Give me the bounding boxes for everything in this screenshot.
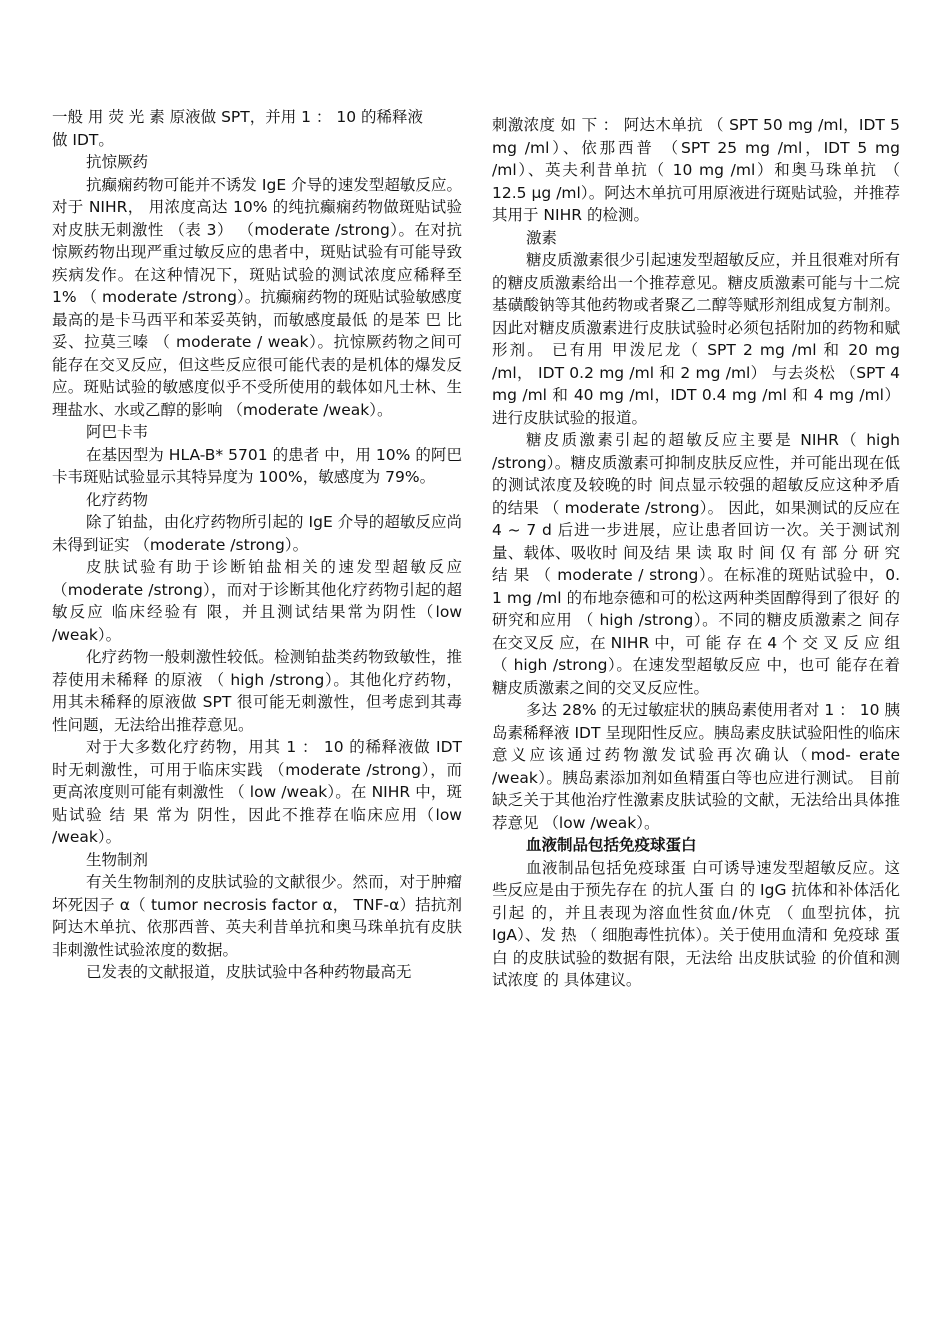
section-heading: 血液制品包括免疫球蛋白 — [526, 836, 697, 854]
paragraph: 抗癫痫药物可能并不诱发 IgE 介导的速发型超敏反应。对于 NIHR， 用浓度高达 10% 的纯抗癫痫药物做斑贴试验对皮肤无刺激性 （表 3） （moderate /strong）。在对抗惊厥药物出现严重过敏反应的患者中，斑贴试验有可能导致疾病发作。在这种情况下，斑贴试验的测试浓度应稀释至 1% （ moderate /strong）。抗癫痫药物的斑贴试验敏感度最高的是卡马西平和苯妥英钠，而敏感度最低 的是苯 巴 比妥、拉莫三嗪 （ moderate / weak）。抗惊厥药物之间可能存在交叉反应，但这些反应很可能代表的是机体的爆发反应。斑贴试验的敏感度似乎不受所使用的载体如凡士林、生理盐水、水或乙醇的影响 （moderate /weak）。 — [52, 175, 462, 419]
section-heading: 激素 — [526, 228, 558, 247]
paragraph: 已发表的文献报道，皮肤试验中各种药物最高无 — [86, 963, 412, 981]
paragraph: 做 IDT。 — [52, 130, 114, 149]
section-heading: 阿巴卡韦 — [86, 423, 149, 441]
paragraph: 化疗药物一般刺激性较低。检测铂盐类药物致敏性，推荐使用未稀释 的原液 （ high /strong）。其他化疗药物，用其未稀释的原液做 SPT 很可能无刺激性，但考虑到其毒性问题，无法给出推荐意见。 — [52, 648, 462, 734]
section-heading: 抗惊厥药 — [86, 153, 149, 171]
paragraph: 对于大多数化疗药物，用其 1 ： 10 的稀释液做 IDT 时无刺激性，可用于临床实践 （moderate /strong），而更高浓度则可能有刺激性 （ low /weak）。在 NIHR 中，斑贴试验 结 果 常为 阴性，因此不推荐在临床应用（low /weak）。 — [52, 738, 462, 846]
paragraph: 刺激浓度 如 下 ： 阿达木单抗 （ SPT 50 mg /ml，IDT 5 mg /ml）、依那西普 （SPT 25 mg /ml，IDT 5 mg /ml）、英夫利昔单抗（ 10 mg /ml）和奥马珠单抗 （ 12.5 μg /ml）。阿达木单抗可用原液进行斑贴试验，并推荐其用于 NIHR 的检测。 — [492, 116, 900, 224]
section-heading: 生物制剂 — [86, 850, 149, 869]
paragraph: 多达 28% 的无过敏症状的胰岛素使用者对 1 ： 10 胰岛素稀释液 IDT 呈现阳性反应。胰岛素皮肤试验阳性的临床意义应该通过药物激发试验再次确认（mod- erate /weak）。胰岛素添加剂如鱼精蛋白等也应进行测试。 目前缺乏关于其他治疗性激素皮肤试验的文献，无法给出具体推荐意见 （low /weak）。 — [492, 701, 900, 832]
paragraph: 一般 用 荧 光 素 原液做 SPT，并用 1 ： 10 的稀释液 — [52, 108, 424, 126]
paragraph: 糖皮质激素很少引起速发型超敏反应，并且很难对所有的糖皮质激素给出一个推荐意见。糖皮质激素可能与十二烷基磺酸钠等其他药物或者聚乙二醇等赋形剂组成复方制剂。因此对糖皮质激素进行皮肤试验时必须包括附加的药物和赋形剂。 已有用 甲泼尼龙（ SPT 2 mg /ml 和 20 mg /ml， IDT 0.2 mg /ml 和 2 mg /ml） 与去炎松 （SPT 4 mg /ml 和 40 mg /ml，IDT 0.4 mg /ml 和 4 mg /ml） 进行皮肤试验的报道。 — [492, 251, 900, 427]
paragraph: 有关生物制剂的皮肤试验的文献很少。然而，对于肿瘤坏死因子 α（ tumor necrosis factor α， TNF-α）拮抗剂阿达木单抗、依那西普、英夫利昔单抗和奥马珠单抗有皮肤非刺激性试验浓度的数据。 — [52, 873, 462, 959]
left-column — [52, 106, 462, 984]
paragraph: 皮肤试验有助于诊断铂盐相关的速发型超敏反应（moderate /strong），而对于诊断其他化疗药物引起的超敏反应 临床经验有 限，并且测试结果常为阴性（low /weak）。 — [52, 558, 462, 644]
right-column — [492, 114, 900, 992]
paragraph: 糖皮质激素引起的超敏反应主要是 NIHR（ high /strong）。糖皮质激素可抑制皮肤反应性，并可能出现在低的测试浓度及较晚的时 间点显示较强的超敏反应这种矛盾 的结果 （ moderate /strong）。 因此，如果测试的反应在 4 ~ 7 d 后进一步进展，应让患者回访一次。关于测试剂量、载体、吸收时 间及结 果 读 取 时 间 仅 有 部 分 研 究 结 果 （ moderate / strong）。在标准的斑贴试验中，0. 1 mg /ml 的布地奈德和可的松这两种类固醇得到了很好 的研究和应用 （ high /strong）。不同的糖皮质激素之 间存在交叉反 应，在 NIHR 中，可 能 存 在 4 个 交 叉 反 应 组（ high /strong）。在速发型超敏反应 中，也可 能存在着糖皮质激素之间的交叉反应性。 — [492, 431, 900, 697]
paragraph: 在基因型为 HLA-B* 5701 的患者 中，用 10% 的阿巴卡韦斑贴试验显示其特异度为 100%，敏感度为 79%。 — [52, 445, 462, 486]
paragraph: 除了铂盐，由化疗药物所引起的 IgE 介导的超敏反应尚未得到证实 （moderate /strong）。 — [52, 513, 462, 554]
section-heading: 化疗药物 — [86, 490, 149, 509]
paragraph: 血液制品包括免疫球蛋 白可诱导速发型超敏反应。这些反应是由于预先存在 的抗人蛋 白 的 IgG 抗体和补体活化 引起 的，并且表现为溶血性贫血/休克 （ 血型抗体，抗 IgA）、发 热 （ 细胞毒性抗体）。关于使用血清和 免疫球 蛋 白 的皮肤试验的数据有限，无法给 出皮肤试验 的价值和测试浓度 的 具体建议。 — [492, 858, 900, 989]
